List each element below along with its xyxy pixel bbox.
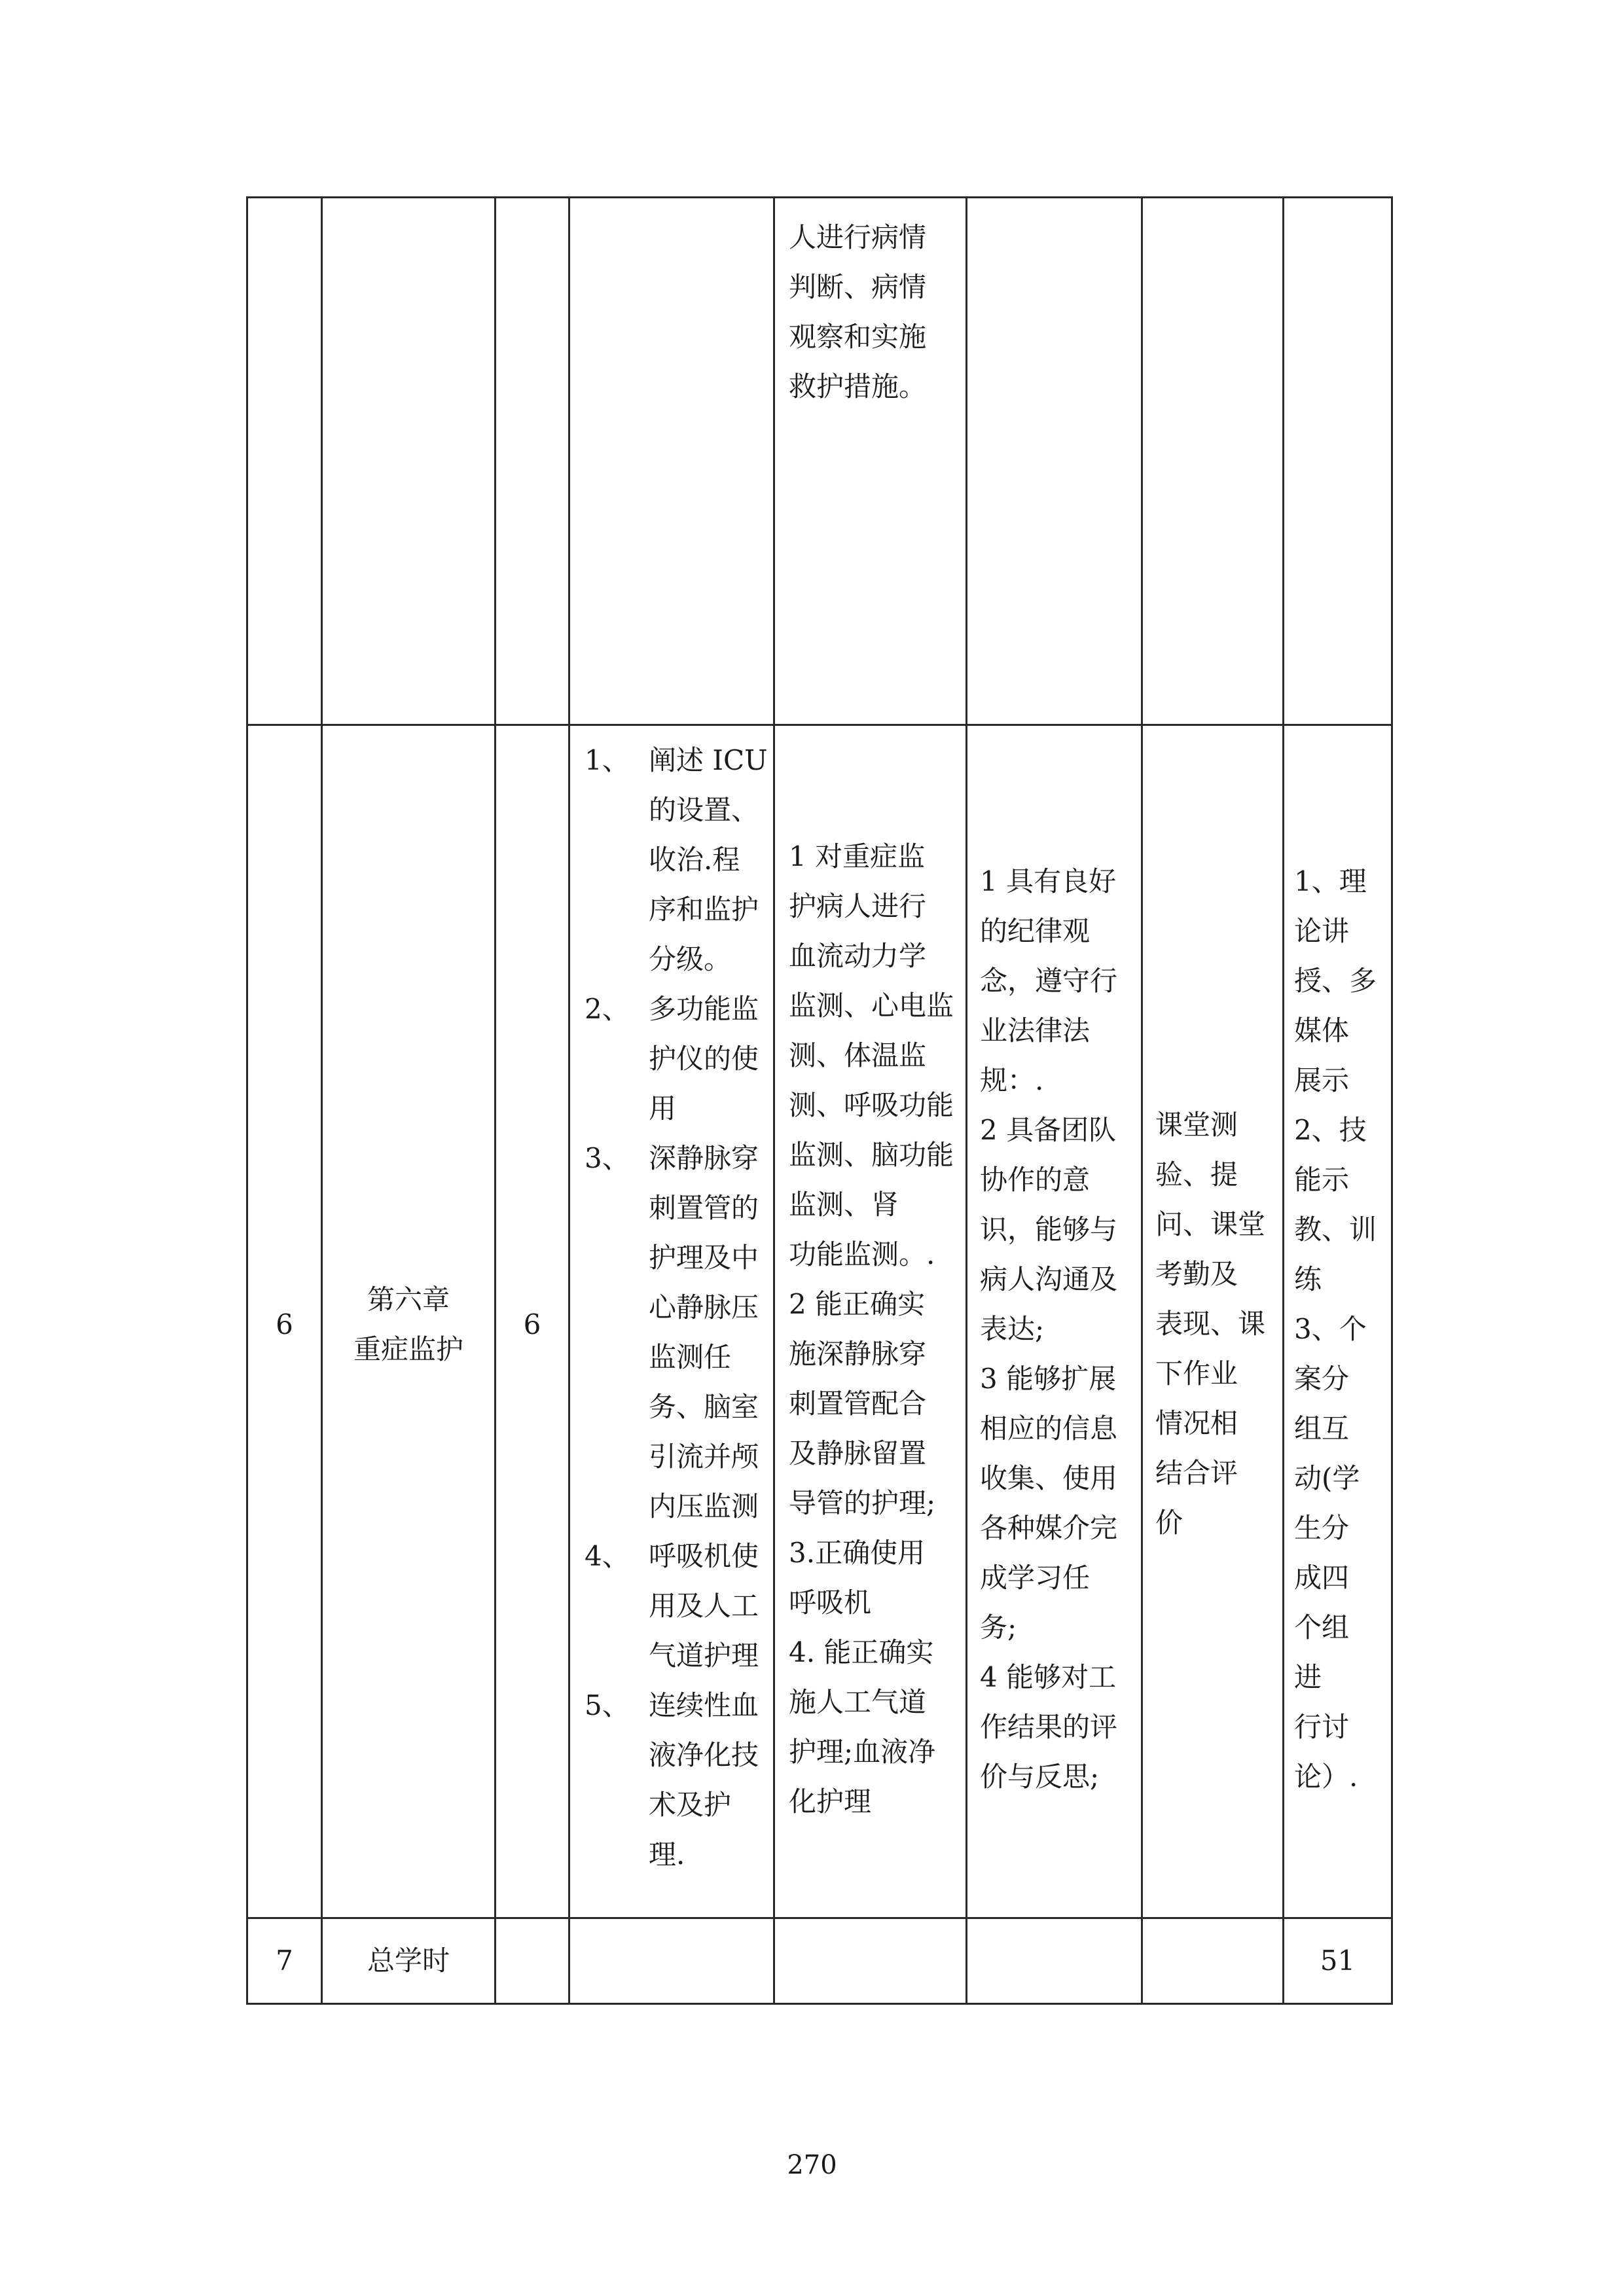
row-number-cell (248, 1300, 321, 1350)
hours-value: 6 (523, 1308, 541, 1340)
row-number: 7 (276, 1945, 293, 1977)
total-hours-label-cell (323, 1936, 494, 1986)
cell-line: 及静脉留置 (789, 1437, 927, 1469)
cell-line: 考勤及 (1155, 1258, 1238, 1290)
list-item (585, 984, 767, 1134)
cell-line: 练 (1294, 1263, 1322, 1295)
cell-line: 论讲 (1294, 915, 1350, 947)
cell-line: 连续性血 (649, 1689, 759, 1721)
row-number-cell (248, 1936, 321, 1986)
column-divider (321, 196, 323, 2005)
cell-line: 3、个 (1294, 1313, 1367, 1345)
cell-line: 导管的护理; (789, 1487, 936, 1519)
cell-line: 施深静脉穿 (789, 1338, 927, 1370)
cell-line: 案分 (1294, 1363, 1350, 1395)
cell-line: 的设置、 (649, 794, 759, 826)
total-hours-label: 总学时 (367, 1945, 450, 1977)
table-border-bottom (246, 2003, 1393, 2005)
list-number: 3、 (585, 1142, 630, 1174)
cell-line: 监测、心电监 (789, 990, 954, 1022)
cell-line: 施人工气道 (789, 1686, 927, 1718)
column-divider (773, 196, 775, 2005)
cell-line: 2 具备团队 (980, 1114, 1117, 1146)
list-number: 4、 (585, 1540, 630, 1572)
assessment-cell (1155, 1100, 1265, 1548)
cell-line: 能示 (1294, 1164, 1350, 1196)
cell-line: 呼吸机 (789, 1587, 872, 1619)
cell-line: 务; (980, 1611, 1017, 1643)
cell-line: 成四 (1294, 1562, 1350, 1594)
cell-line: 成学习任 (980, 1562, 1091, 1594)
skill-objectives-cell (789, 213, 926, 412)
cell-line: 引流并颅 (649, 1441, 759, 1473)
cell-line: 多功能监 (649, 993, 759, 1025)
cell-line: 各种媒介完 (980, 1512, 1118, 1544)
cell-line: 协作的意 (980, 1164, 1091, 1196)
cell-line: 呼吸机使 (649, 1540, 759, 1572)
column-divider (494, 196, 496, 2005)
list-number: 1、 (585, 744, 630, 776)
cell-line: 1 具有良好 (980, 865, 1117, 897)
page-number: 270 (787, 2150, 837, 2180)
cell-line: 4. 能正确实 (789, 1636, 934, 1668)
chapter-title: 重症监护 (353, 1333, 463, 1365)
cell-line: 血流动力学 (789, 940, 927, 972)
cell-line: 1 对重症监 (789, 840, 926, 872)
column-divider (568, 196, 570, 2005)
hours-cell (496, 1300, 568, 1350)
column-divider (1141, 196, 1143, 2005)
cell-line: 刺置管的 (649, 1192, 759, 1224)
teaching-method-cell (1294, 857, 1377, 1802)
table-border-top (246, 196, 1393, 198)
cell-line: 护仪的使 (649, 1043, 759, 1075)
skill-objectives-cell (789, 832, 954, 1827)
cell-line: 救护措施。 (789, 370, 927, 403)
cell-line: 表现、课 (1155, 1308, 1266, 1340)
cell-line: 4 能够对工 (980, 1661, 1117, 1693)
cell-line: 生分 (1294, 1512, 1350, 1544)
cell-line: 理. (649, 1839, 685, 1871)
cell-line: 监测、肾 (789, 1189, 899, 1221)
cell-line: 媒体 (1294, 1014, 1350, 1047)
cell-line: 深静脉穿 (649, 1142, 759, 1174)
cell-line: 内压监测 (649, 1490, 759, 1522)
cell-line: 问、课堂 (1155, 1208, 1266, 1240)
cell-line: 价 (1155, 1507, 1183, 1539)
cell-line: 展示 (1294, 1064, 1350, 1096)
cell-line: 序和监护 (649, 893, 759, 925)
cell-line: 相应的信息 (980, 1412, 1118, 1444)
cell-line: 分级。 (649, 943, 732, 975)
cell-line: 病人沟通及 (980, 1263, 1118, 1295)
cell-line: 1、理 (1294, 865, 1367, 897)
total-hours-value-cell (1284, 1936, 1391, 1986)
cell-line: 心静脉压 (649, 1291, 759, 1323)
content-cell (585, 736, 767, 1880)
cell-line: 收集、使用 (980, 1462, 1118, 1494)
cell-line: 护理及中 (649, 1242, 759, 1274)
cell-line: 念，遵守行 (980, 965, 1118, 997)
cell-line: 3.正确使用 (789, 1537, 926, 1569)
cell-line: 3 能够扩展 (980, 1363, 1117, 1395)
cell-line: 判断、病情 (789, 271, 927, 303)
chapter-cell (323, 1275, 494, 1374)
cell-line: 监测、脑功能 (789, 1139, 954, 1171)
cell-line: 表达; (980, 1313, 1045, 1345)
quality-objectives-cell (980, 857, 1117, 1802)
cell-line: 结合评 (1155, 1457, 1238, 1489)
cell-line: 业法律法 (980, 1014, 1091, 1047)
cell-line: 教、训 (1294, 1213, 1377, 1246)
cell-line: 功能监测。. (789, 1238, 935, 1270)
row-divider (246, 724, 1393, 726)
cell-line: 价与反思; (980, 1761, 1100, 1793)
cell-line: 作结果的评 (980, 1711, 1118, 1743)
cell-line: 2 能正确实 (789, 1288, 926, 1320)
cell-line: 课堂测 (1155, 1109, 1238, 1141)
column-divider (246, 196, 248, 2005)
cell-line: 护病人进行 (789, 890, 927, 922)
cell-line: 论）. (1294, 1761, 1358, 1793)
list-number: 5、 (585, 1689, 630, 1721)
cell-line: 用 (649, 1092, 677, 1124)
cell-line: 阐述 ICU (649, 744, 768, 776)
total-hours-value: 51 (1320, 1945, 1356, 1977)
cell-line: 测、体温监 (789, 1039, 927, 1071)
column-divider (1282, 196, 1284, 2005)
cell-line: 人进行病情 (789, 221, 927, 253)
list-item (585, 1532, 767, 1681)
cell-line: 情况相 (1155, 1407, 1238, 1439)
cell-line: 进 (1294, 1661, 1322, 1693)
list-item (585, 736, 767, 984)
row-divider (246, 1917, 1393, 1919)
cell-line: 识，能够与 (980, 1213, 1118, 1246)
cell-line: 收治.程 (649, 844, 740, 876)
cell-line: 下作业 (1155, 1357, 1238, 1390)
cell-line: 观察和实施 (789, 321, 927, 353)
cell-line: 监测任 (649, 1341, 732, 1373)
cell-line: 气道护理 (649, 1640, 759, 1672)
cell-line: 验、提 (1155, 1158, 1238, 1191)
list-item (585, 1681, 767, 1880)
cell-line: 组互 (1294, 1412, 1350, 1444)
column-divider (1391, 196, 1393, 2005)
row-number: 6 (276, 1308, 293, 1340)
cell-line: 化护理 (789, 1785, 872, 1818)
cell-line: 的纪律观 (980, 915, 1091, 947)
list-number: 2、 (585, 993, 630, 1025)
cell-line: 授、多 (1294, 965, 1377, 997)
cell-line: 个组 (1294, 1611, 1350, 1643)
cell-line: 2、技 (1294, 1114, 1367, 1146)
chapter-number: 第六章 (367, 1283, 450, 1316)
cell-line: 测、呼吸功能 (789, 1089, 954, 1121)
cell-line: 行讨 (1294, 1711, 1350, 1743)
cell-line: 刺置管配合 (789, 1388, 927, 1420)
cell-line: 护理;血液净 (789, 1736, 936, 1768)
cell-line: 液净化技 (649, 1739, 759, 1771)
cell-line: 用及人工 (649, 1590, 759, 1622)
cell-line: 动(学 (1294, 1462, 1360, 1494)
cell-line: 务、脑室 (649, 1391, 759, 1423)
cell-line: 术及护 (649, 1789, 732, 1821)
column-divider (965, 196, 967, 2005)
cell-line: 规：. (980, 1064, 1044, 1096)
list-item (585, 1134, 767, 1532)
